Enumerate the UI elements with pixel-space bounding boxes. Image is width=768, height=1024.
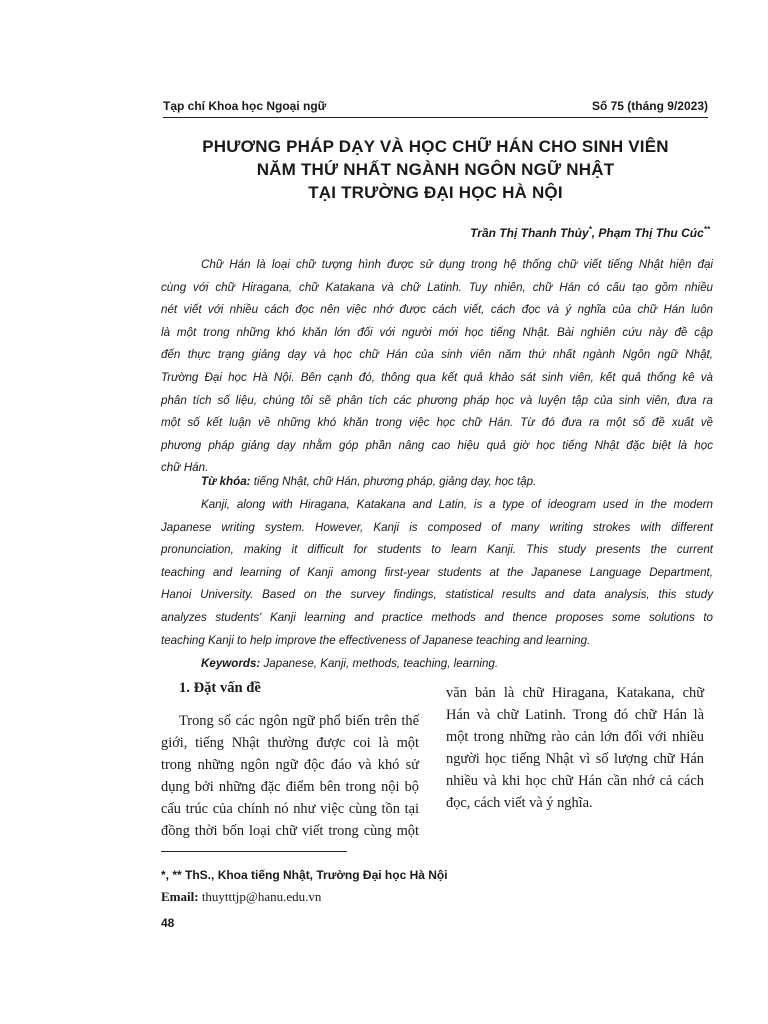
abstract-line: phân tích số liệu, chúng tôi sẽ phân tích các phương pháp học và luyện tập của sinh viên, đưa ra <box>161 393 713 407</box>
abstract-line: Trường Đại học Hà Nội. Bên cạnh đó, thông qua kết quả khảo sát sinh viên, kết quả thống kê và <box>161 370 713 384</box>
abstract-line: đến thực trạng giảng dạy và học chữ Hán của sinh viên năm thứ nhất ngành Ngôn ngữ Nhật, <box>161 348 713 362</box>
abstract-line: Hanoi University. Based on the survey findings, statistical results and data analysis, this study <box>161 588 713 602</box>
body-line: đọc, cách viết và ý nghĩa. <box>446 795 593 811</box>
abstract-line: Japanese writing system. However, Kanji is composed of many writing strokes with different <box>161 520 713 534</box>
abstract-line: analyzes students' Kanji learning and practice methods and thence proposes some solutions to <box>161 610 713 624</box>
body-line: đồng thời bốn loại chữ viết trong cùng một <box>161 823 419 839</box>
abstract-line: teaching and learning of Kanji among first-year students at the Japanese Language Department, <box>161 565 713 579</box>
section-heading: 1. Đặt vấn đề <box>179 680 261 696</box>
abstract-line: một số kết luận về những khó khăn trong việc học chữ Hán. Từ đó đưa ra một số đề xuất về <box>161 416 713 430</box>
author-mark: * <box>588 225 592 234</box>
footnote-marks: *, ** <box>161 868 182 882</box>
body-line: cấu trúc của chính nó như việc cùng tồn tại <box>161 801 419 817</box>
footnote-email <box>161 889 321 905</box>
author-separator: , <box>591 226 599 240</box>
abstract-line: Chữ Hán là loại chữ tượng hình được sử dụng trong hệ thống chữ viết tiếng Nhật hiện đại <box>201 258 713 271</box>
body-line: văn bản là chữ Hiragana, Katakana, chữ <box>446 685 704 701</box>
title-line: NĂM THỨ NHẤT NGÀNH NGÔN NGỮ NHẬT <box>256 160 615 179</box>
article-title <box>150 135 721 204</box>
body-line: Hán và chữ Latinh. Trong đó chữ Hán là <box>446 707 704 723</box>
issue-number: Số 75 (tháng 9/2023) <box>591 99 708 113</box>
author-name: Phạm Thị Thu Cúc <box>598 226 704 240</box>
abstract-line: teaching Kanji to help improve the effectiveness of Japanese teaching and learning. <box>161 633 591 647</box>
keywords-vietnamese <box>161 471 753 494</box>
abstract-line: Kanji, along with Hiragana, Katakana and Latin, is a type of ideogram used in the modern <box>201 498 713 511</box>
keywords-english <box>161 653 753 676</box>
footnote-affiliation <box>161 868 448 882</box>
footnote-divider <box>161 851 347 852</box>
author-mark: ** <box>703 225 710 234</box>
body-column-left <box>161 710 419 842</box>
footnote-text: ThS., Khoa tiếng Nhật, Trường Đại học Hà Nội <box>181 868 448 882</box>
abstract-line: cùng với chữ Hiragana, chữ Katakana và chữ Latinh. Tuy nhiên, chữ Hán có cấu tạo gồm nhiều <box>161 280 713 294</box>
abstract-vietnamese <box>161 254 713 480</box>
email-label: Email: <box>161 889 199 904</box>
abstract-line: chữ Hán. <box>161 461 209 475</box>
author-name: Trần Thị Thanh Thủy <box>470 226 589 240</box>
keywords-label: Keywords: <box>201 657 261 670</box>
journal-name: Tạp chí Khoa học Ngoại ngữ <box>163 99 327 113</box>
abstract-line: phương pháp giảng dạy nhằm góp phần nâng cao hiệu quả giờ học tiếng Nhật đặc biệt là học <box>161 438 713 452</box>
email-address: thuytttjp@hanu.edu.vn <box>198 889 322 904</box>
keywords-text: Japanese, Kanji, methods, teaching, learning. <box>260 657 499 670</box>
keywords-text: tiếng Nhật, chữ Hán, phương pháp, giảng dạy, học tập. <box>250 475 537 488</box>
abstract-line: là một trong những khó khăn lớn đối với người mới học tiếng Nhật. Bài nghiên cứu này đề cập <box>161 325 713 339</box>
abstract-english <box>161 494 713 652</box>
running-header <box>163 97 708 118</box>
page-number: 48 <box>161 916 175 930</box>
body-line: Trong số các ngôn ngữ phổ biến trên thế <box>179 713 419 729</box>
body-line: dụng bởi những đặc điểm bên trong nội bộ <box>161 779 419 795</box>
body-line: trong những ngôn ngữ độc đáo và khó sử <box>161 757 419 773</box>
body-line: người học tiếng Nhật vì số lượng chữ Hán <box>446 751 704 767</box>
abstract-line: pronunciation, making it difficult for students to learn Kanji. This study presents the current <box>161 543 713 557</box>
keywords-label: Từ khóa: <box>201 475 251 488</box>
title-line: TẠI TRƯỜNG ĐẠI HỌC HÀ NỘI <box>308 183 563 202</box>
body-column-right <box>446 682 704 814</box>
title-line: PHƯƠNG PHÁP DẠY VÀ HỌC CHỮ HÁN CHO SINH VIÊN <box>202 137 669 156</box>
body-line: một trong những rào cản lớn đối với nhiều <box>446 729 704 745</box>
abstract-line: nét viết với nhiều cách đọc nên việc nhớ được cách viết, cách đọc và ý nghĩa của chữ Hán luôn <box>161 303 713 317</box>
body-line: giới, tiếng Nhật thường được coi là một <box>161 735 419 751</box>
author-line <box>470 225 710 240</box>
body-line: nhiều và khi học chữ Hán cần nhớ cả cách <box>446 773 704 789</box>
